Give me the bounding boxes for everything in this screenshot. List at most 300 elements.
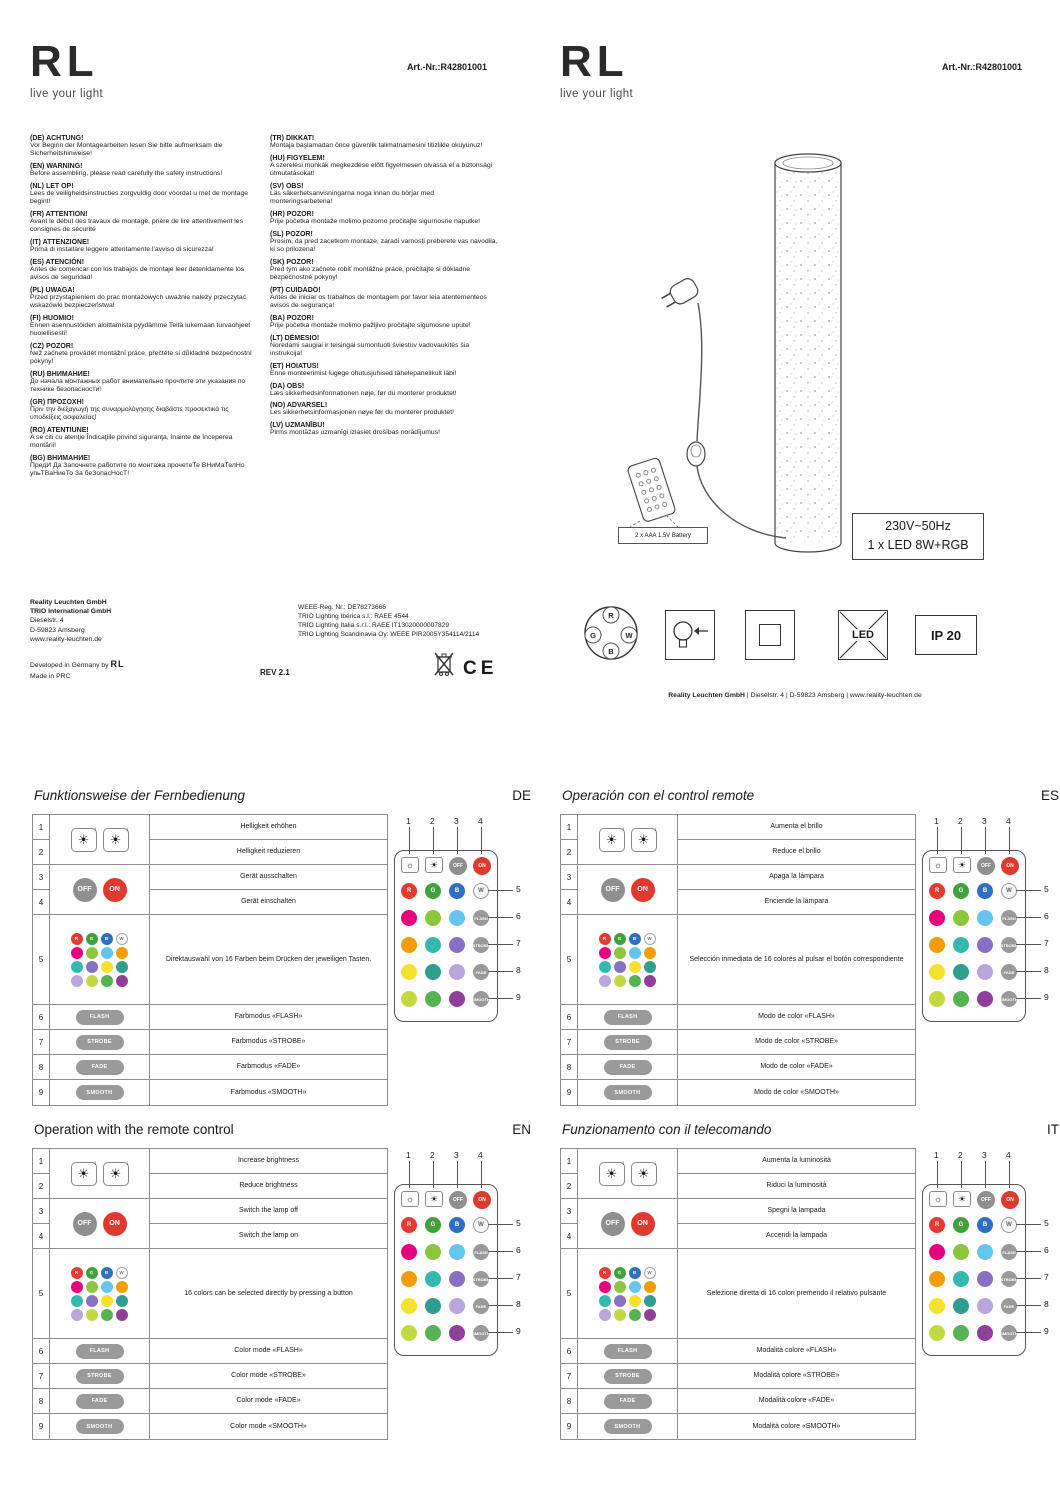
mode-smooth-button: SMOOTH [473, 1325, 489, 1341]
mode-strobe-button: STROBE [473, 937, 489, 953]
mode-icon-cell [578, 1005, 678, 1030]
color-dot [101, 1309, 113, 1321]
warning-text: Prima di installare leggere attentamente l'avviso di sicurezza! [30, 245, 214, 253]
mode-fade-icon: FADE [76, 1060, 124, 1075]
row-number: 6 [561, 1005, 578, 1030]
remote-function-table [32, 1148, 388, 1440]
color-button [449, 1325, 465, 1341]
callout-line [1016, 1332, 1041, 1333]
function-description: Helligkeit erhöhen [150, 815, 387, 840]
callout-line [961, 827, 962, 854]
warning-text: Antes de comencar con los trabajos de montaje leer detenidamente los avisos de seguridad! [30, 265, 245, 282]
warning-text: Prije početka montaže molimo pažljivo pročitajte sigumosne upute! [270, 321, 471, 329]
rgbw-letter-g: G [590, 631, 596, 640]
remote-control-body [922, 1184, 1026, 1356]
callout-number: 3 [454, 816, 459, 826]
row-number: 7 [33, 1030, 50, 1055]
arrow-up-icon: ↑ [621, 1160, 625, 1167]
color-dot: B [629, 933, 641, 945]
white-button: W [473, 1217, 489, 1233]
callout-line [1009, 1161, 1010, 1188]
mode-flash-button: FLASH [473, 910, 489, 926]
brightness-up-button: ☼ [929, 857, 947, 873]
function-description: Switch the lamp on [150, 1224, 387, 1249]
function-description: 16 colors can be selected directly by pressing a button [150, 1249, 387, 1339]
arrow-up-icon: ↑ [93, 826, 97, 833]
row-number: 2 [33, 1174, 50, 1199]
led-module-icon [838, 610, 888, 660]
color-button [977, 1325, 993, 1341]
color-dot [644, 947, 656, 959]
ip-rating [915, 615, 977, 655]
mode-strobe-icon: STROBE [604, 1369, 652, 1384]
company-line: Reality Leuchten GmbH [30, 599, 107, 606]
warning-item [30, 135, 258, 159]
footer-company: Reality Leuchten GmbH [668, 692, 745, 699]
brightness-down-icon: ☀ ↓ [103, 1162, 129, 1186]
mode-fade-button: FADE [1001, 964, 1017, 980]
callout-number: 7 [516, 938, 521, 948]
mode-fade-button: FADE [473, 964, 489, 980]
mode-icon-cell [50, 1005, 150, 1030]
color-dot [629, 1309, 641, 1321]
function-description: Modo de color «FADE» [678, 1055, 915, 1080]
color-dot [86, 1281, 98, 1293]
warning-title: (ES) ATENCIÓN! [30, 258, 85, 266]
mode-flash-icon: FLASH [76, 1344, 124, 1359]
arrow-down-icon: ↓ [125, 1160, 129, 1167]
color-grid-icon [599, 933, 657, 987]
color-dot [101, 961, 113, 973]
color-button [401, 964, 417, 980]
color-button [977, 937, 993, 953]
row-number: 5 [33, 915, 50, 1005]
company-line: Dieselstr. 4 [30, 617, 64, 625]
color-button [929, 964, 945, 980]
color-dot [629, 1281, 641, 1293]
mode-fade-button: FADE [1001, 1298, 1017, 1314]
callout-number: 7 [1044, 1272, 1049, 1282]
warning-text: Πριν την διεξαγωγή της συναρμολόγησης διαβάστε προσεκτικά τις υποδείξεις ασφαλείας! [30, 406, 229, 422]
ce-mark: CE [463, 658, 498, 679]
color-button [953, 1325, 969, 1341]
panel-es [558, 788, 1060, 1118]
callout-number: 2 [958, 816, 963, 826]
warning-title: (HR) POZOR! [270, 210, 314, 218]
page-footer [560, 692, 1030, 699]
ip-rating-text: IP 20 [930, 627, 962, 643]
function-description: Gerät einschalten [150, 890, 387, 915]
brand-tagline: live your light [560, 88, 634, 100]
color-grid-icon [71, 1267, 129, 1321]
warning-text: Läs säkerhetsanvisningarna noga innan du börjar med monteringsarbetena! [270, 189, 434, 206]
protection-class-2-icon [745, 610, 795, 660]
panel-header [558, 788, 1060, 803]
row-number: 8 [561, 1055, 578, 1080]
panel-title: Operation with the remote control [34, 1122, 234, 1137]
color-dot: G [86, 1267, 98, 1279]
remote-function-table [560, 1148, 916, 1440]
color-dot: B [101, 933, 113, 945]
footer-address: | Dieselstr. 4 | D-59823 Amsberg | www.reality-leuchten.de [744, 692, 922, 699]
function-description: Modo de color «FLASH» [678, 1005, 915, 1030]
color-dot [71, 975, 83, 987]
voltage-spec: 230V~50Hz [885, 519, 951, 533]
function-description: Farbmodus «STROBE» [150, 1030, 387, 1055]
color-dot [86, 1295, 98, 1307]
warning-item [270, 259, 498, 283]
color-button: G [953, 1217, 969, 1233]
mode-smooth-icon: SMOOTH [604, 1085, 652, 1100]
color-button [425, 910, 441, 926]
off-button-icon: OFF [601, 878, 625, 902]
callout-line [409, 1161, 410, 1188]
callout-line [937, 1161, 938, 1188]
panel-header [30, 788, 535, 803]
color-button [977, 1244, 993, 1260]
warning-title: (FR) ATTENTION! [30, 210, 88, 218]
row-number: 4 [33, 1224, 50, 1249]
mode-flash-button: FLASH [1001, 1244, 1017, 1260]
color-dot [116, 947, 128, 959]
function-description: Apaga la lámpara [678, 865, 915, 890]
color-dot [644, 975, 656, 987]
row-number: 9 [33, 1414, 50, 1439]
callout-number: 8 [1044, 1299, 1049, 1309]
color-dot [101, 975, 113, 987]
warning-text: Ennen asennustöiden aloittamista pyydämme Teitä lukemaan turvaohjeet huolellisesti! [30, 321, 251, 338]
callout-line [961, 1161, 962, 1188]
function-description: Selezione diretta di 16 colori premendo il relativo pulsante [678, 1249, 915, 1339]
mode-flash-icon: FLASH [604, 1344, 652, 1359]
mode-icon-cell [578, 1339, 678, 1364]
mode-icon-cell [50, 1389, 150, 1414]
callout-number: 4 [478, 816, 483, 826]
color-button [953, 964, 969, 980]
color-dot [71, 1295, 83, 1307]
mode-strobe-button: STROBE [1001, 1271, 1017, 1287]
color-button [425, 1325, 441, 1341]
brightness-down-button: ☀ [953, 1191, 971, 1207]
on-button-icon: ON [631, 878, 655, 902]
color-button: R [929, 1217, 945, 1233]
mode-smooth-button: SMOOTH [1001, 991, 1017, 1007]
on-button: ON [473, 1191, 491, 1209]
function-description: Modo de color «STROBE» [678, 1030, 915, 1055]
color-button [929, 937, 945, 953]
color-dot [629, 947, 641, 959]
battery-label: 2 x AAA 1.5V Battery [618, 527, 708, 544]
function-description: Modalità colore «FLASH» [678, 1339, 915, 1364]
warning-item [30, 183, 258, 207]
mode-fade-icon: FADE [604, 1060, 652, 1075]
callout-line [433, 1161, 434, 1188]
color-dot [614, 1295, 626, 1307]
color-button: G [953, 883, 969, 899]
color-button [929, 1325, 945, 1341]
inner-square [759, 624, 781, 646]
callout-line [1016, 1251, 1041, 1252]
color-dot [599, 961, 611, 973]
color-dot [101, 1281, 113, 1293]
function-description: Modalità colore «FADE» [678, 1389, 915, 1414]
brightness-up-button: ☼ [929, 1191, 947, 1207]
color-button [425, 1298, 441, 1314]
warning-item [270, 335, 498, 359]
callout-number: 6 [1044, 1245, 1049, 1255]
row-number: 8 [561, 1389, 578, 1414]
callout-line [1016, 944, 1041, 945]
foot-switch-icon [687, 442, 705, 466]
callout-line [937, 827, 938, 854]
callout-line [985, 827, 986, 854]
warning-item [270, 287, 498, 311]
callout-line [985, 1161, 986, 1188]
mode-icon-cell [578, 1055, 678, 1080]
color-button: G [425, 883, 441, 899]
color-button: R [401, 1217, 417, 1233]
color-dot: R [599, 933, 611, 945]
power-cable [697, 303, 702, 441]
brightness-down-icon: ☀ ↓ [631, 828, 657, 852]
on-button-icon: ON [631, 1212, 655, 1236]
row-number: 7 [33, 1364, 50, 1389]
warning-title: (PL) UWAGA! [30, 286, 75, 294]
color-button: R [929, 883, 945, 899]
color-button [425, 937, 441, 953]
remote-control-body [394, 1184, 498, 1356]
color-dot [86, 1309, 98, 1321]
function-description: Gerät ausschalten [150, 865, 387, 890]
function-description: Increase brightness [150, 1149, 387, 1174]
color-button [929, 910, 945, 926]
callout-line [1016, 890, 1041, 891]
on-button-icon: ON [103, 1212, 127, 1236]
warning-item [270, 231, 498, 255]
brightness-up-icon: ☀ ↑ [599, 1162, 625, 1186]
company-address [30, 598, 111, 644]
function-description: Color mode «FLASH» [150, 1339, 387, 1364]
panel-en [30, 1122, 535, 1452]
remote-control-diagram [382, 1138, 532, 1383]
arrow-down-icon: ↓ [653, 826, 657, 833]
color-dot [101, 947, 113, 959]
page-product-overview [560, 37, 1030, 750]
arrow-down-icon: ↓ [653, 1160, 657, 1167]
row-number: 5 [561, 915, 578, 1005]
rgbw-letter-r: R [608, 611, 614, 620]
color-button [425, 991, 441, 1007]
function-description: Color mode «FADE» [150, 1389, 387, 1414]
row-number: 3 [33, 865, 50, 890]
color-dot: R [599, 1267, 611, 1279]
callout-number: 1 [406, 1150, 411, 1160]
callout-number: 3 [454, 1150, 459, 1160]
callout-line [488, 944, 513, 945]
row-number: 1 [33, 1149, 50, 1174]
warning-text: Než začnete provádět montážní práce, přečtěte si důkladně bezpečnostní pokyny! [30, 349, 252, 366]
warning-text: A se citi cu atenţie Îndicaţiile privind siguranţa, înainte de începerea montării! [30, 434, 233, 450]
remote-function-table [32, 814, 388, 1106]
function-description: Modalità colore «SMOOTH» [752, 1422, 841, 1430]
color-dot [116, 1281, 128, 1293]
row-number: 1 [561, 815, 578, 840]
power-buttons-cell [50, 865, 150, 915]
article-number: Art.-Nr.:R42801001 [941, 62, 1022, 72]
color-dot: R [71, 933, 83, 945]
color-dot [614, 961, 626, 973]
color-grid-cell [578, 1249, 678, 1339]
color-button: B [449, 883, 465, 899]
power-buttons-cell [578, 1199, 678, 1249]
color-dot [629, 975, 641, 987]
warning-text: Læs sikkerhedsinformationen nøje, før du monterer produktet! [270, 389, 457, 397]
warning-title: (BG) ВНИМАНИЕ! [30, 455, 91, 463]
brightness-down-icon: ☀ ↓ [631, 1162, 657, 1186]
callout-number: 2 [430, 1150, 435, 1160]
callout-line [481, 1161, 482, 1188]
callout-line [488, 917, 513, 918]
color-dot [116, 961, 128, 973]
company-line: www.reality-leuchten.de [30, 635, 102, 643]
function-description: Reduce brightness [150, 1174, 387, 1199]
callout-line [1016, 1278, 1041, 1279]
warning-title: (PT) CUIDADO! [270, 286, 321, 294]
color-dot [86, 947, 98, 959]
color-button [953, 1244, 969, 1260]
callout-number: 7 [516, 1272, 521, 1282]
warning-title: (CZ) POZOR! [30, 342, 74, 350]
callout-line [488, 1332, 513, 1333]
warning-item [270, 422, 498, 437]
function-description: Color mode «SMOOTH» [230, 1422, 307, 1430]
row-number: 3 [561, 865, 578, 890]
off-button: OFF [449, 1191, 467, 1209]
mode-flash-icon: FLASH [604, 1010, 652, 1025]
warning-item [30, 399, 258, 423]
color-button: B [977, 883, 993, 899]
callout-line [1016, 971, 1041, 972]
rl-logo: RL [560, 37, 629, 86]
callout-number: 6 [516, 911, 521, 921]
warning-text: Les sikkerhetsinformasjonen nøye før du monterer produktet! [270, 409, 454, 417]
warning-title: (SV) OBS! [270, 182, 304, 190]
color-button: B [977, 1217, 993, 1233]
color-button [401, 937, 417, 953]
rl-mini-logo: RL [110, 659, 125, 669]
remote-drawing [627, 457, 676, 522]
color-button [449, 991, 465, 1007]
color-dot: W [116, 1267, 128, 1279]
color-button [425, 964, 441, 980]
color-button [449, 910, 465, 926]
callout-number: 5 [516, 1218, 521, 1228]
color-button [449, 1244, 465, 1260]
function-description: Switch the lamp off [150, 1199, 387, 1224]
color-button: B [449, 1217, 465, 1233]
brightness-icons-cell [578, 1149, 678, 1199]
mode-icon-cell [50, 1364, 150, 1389]
warning-item [270, 135, 498, 150]
remote-control-diagram [910, 1138, 1060, 1383]
callout-line [1016, 998, 1041, 999]
warning-title: (DE) ACHTUNG! [30, 135, 84, 142]
white-button: W [1001, 883, 1017, 899]
color-button: R [401, 883, 417, 899]
warning-text: Lees de veiligheidsinstructies zorgvuldig door voordat u met de montage begint! [30, 189, 249, 206]
callout-line [481, 827, 482, 854]
brightness-up-button: ☼ [401, 857, 419, 873]
row-number: 2 [561, 840, 578, 865]
callout-line [488, 1224, 513, 1225]
callout-number: 2 [958, 1150, 963, 1160]
warning-text: Norėdami saugiai ir teisingai sumontuoti šviestuv vadovaukitės šia instrukcija! [270, 341, 470, 357]
brightness-up-button: ☼ [401, 1191, 419, 1207]
color-button [449, 964, 465, 980]
color-grid-cell [50, 915, 150, 1005]
callout-line [488, 1251, 513, 1252]
callout-line [1016, 1305, 1041, 1306]
brightness-up-icon: ☀ ↑ [599, 828, 625, 852]
color-button [953, 910, 969, 926]
warning-item [30, 371, 258, 395]
color-grid-icon [71, 933, 129, 987]
color-button [425, 1271, 441, 1287]
callout-number: 4 [478, 1150, 483, 1160]
mode-strobe-icon: STROBE [604, 1035, 652, 1050]
callout-number: 1 [934, 1150, 939, 1160]
weee-line: TRIO Lighting Ibérica s.l.: RAEE 4544 [298, 612, 409, 620]
callout-line [1016, 1224, 1041, 1225]
color-dot [86, 975, 98, 987]
row-number: 4 [33, 890, 50, 915]
color-dot: R [71, 1267, 83, 1279]
warning-item [30, 211, 258, 235]
callout-line [1009, 827, 1010, 854]
page-safety-instructions [30, 37, 498, 750]
mode-fade-icon: FADE [604, 1394, 652, 1409]
developed-line [30, 658, 124, 672]
warning-title: (BA) POZOR! [270, 314, 314, 322]
color-button [449, 937, 465, 953]
warning-title: (HU) FIGYELEM! [270, 154, 325, 162]
warning-item [270, 402, 498, 417]
warning-text: Prije početka montaže molimo pozorno pročitajte sigurnosne naputke! [270, 217, 481, 225]
panel-language-code: ES [1040, 788, 1059, 803]
row-number: 6 [561, 1339, 578, 1364]
row-number: 3 [33, 1199, 50, 1224]
origin-block [30, 658, 124, 682]
company-line: TRIO International GmbH [30, 608, 112, 616]
callout-number: 2 [430, 816, 435, 826]
function-description: Direktauswahl von 16 Farben beim Drücken der jeweiligen Tasten. [150, 915, 387, 1005]
row-number: 9 [33, 1080, 50, 1105]
color-button [449, 1298, 465, 1314]
brightness-down-button: ☀ [425, 857, 443, 873]
mode-icon-cell [578, 1364, 678, 1389]
mode-icon-cell [50, 1055, 150, 1080]
mode-icon-cell [50, 1080, 150, 1105]
rl-logo: RL [30, 37, 99, 86]
off-button: OFF [977, 857, 995, 875]
warning-item [30, 343, 258, 367]
row-number: 2 [561, 1174, 578, 1199]
color-dot: W [644, 933, 656, 945]
warnings-column-2 [270, 135, 498, 442]
function-description: Farbmodus «SMOOTH» [230, 1088, 307, 1096]
color-button [449, 1271, 465, 1287]
mode-smooth-icon: SMOOTH [604, 1419, 652, 1434]
